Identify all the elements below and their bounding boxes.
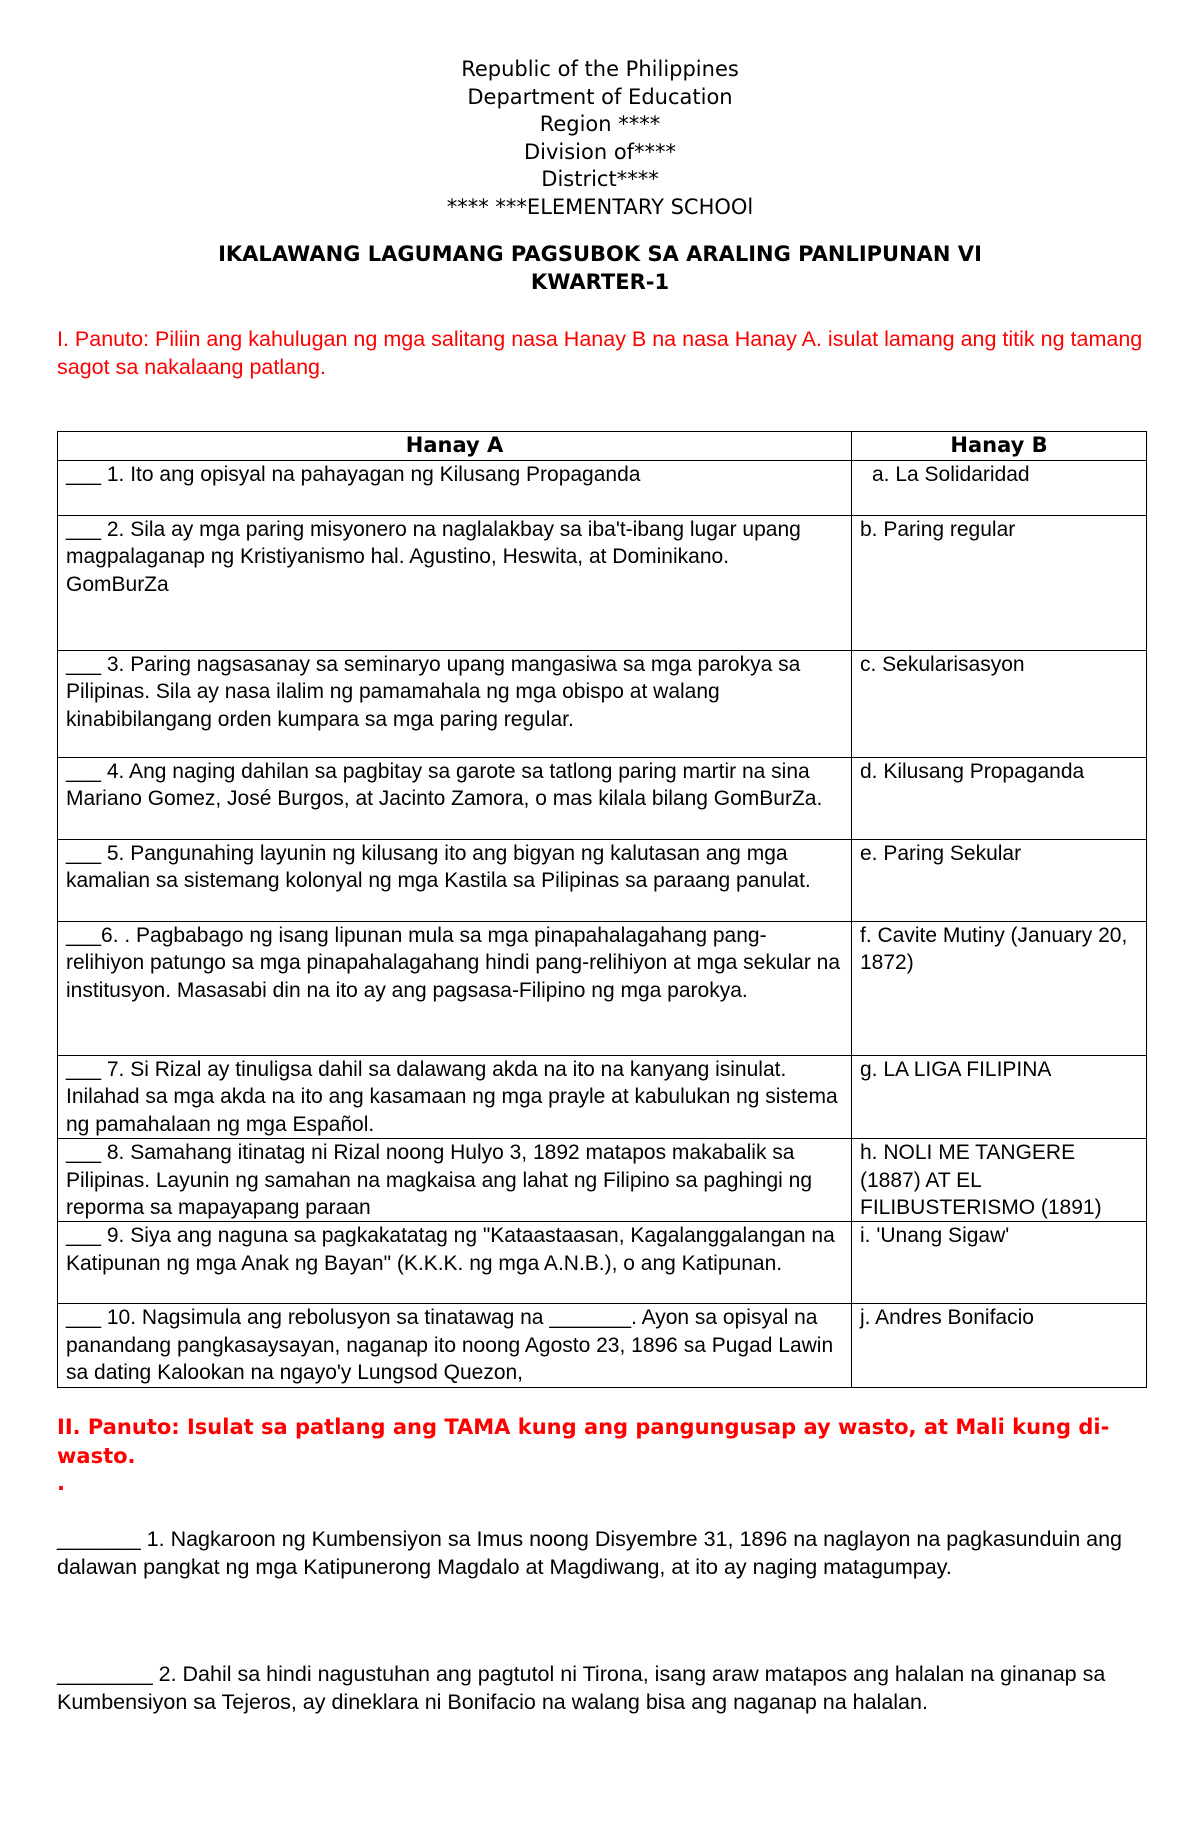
hanay-b-item: g. LA LIGA FILIPINA <box>852 1056 1147 1139</box>
table-header-row <box>58 432 1147 461</box>
header-republic: Republic of the Philippines <box>461 57 739 81</box>
table-row <box>58 461 1147 516</box>
header-division: Division of**** <box>523 139 677 164</box>
hanay-a-item: ___ 7. Si Rizal ay tinuligsa dahil sa dalawang akda na ito na kanyang isinulat. Inilahad sa mga akda na ito ang kasamaan ng mga prayle at kabulukan ng sistema ng pamahalaan ng mga Español. <box>58 1056 852 1139</box>
hanay-a-item: ___ 1. Ito ang opisyal na pahayagan ng Kilusang Propaganda <box>58 461 852 516</box>
true-false-item-2: ________ 2. Dahil sa hindi nagustuhan ang pagtutol ni Tirona, isang araw matapos ang halalan na ginanap sa Kumbensiyon sa Tejeros, ay dineklara ni Bonifacio na walang bisa ang naganap na halalan. <box>57 1662 1106 1714</box>
hanay-b-item: h. NOLI ME TANGERE (1887) AT EL FILIBUSTERISMO (1891) <box>852 1139 1147 1222</box>
table-row <box>58 840 1147 922</box>
table-row <box>58 1304 1147 1387</box>
hanay-a-item: ___ 9. Siya ang naguna sa pagkakatatag ng "Kataastaasan, Kagalanggalangan na Katipunan ng mga Anak ng Bayan" (K.K.K. ng mga A.N.B.), o ang Katipunan. <box>58 1222 852 1304</box>
hanay-b-item: c. Sekularisasyon <box>852 651 1147 758</box>
hanay-b-item: a. La Solidaridad <box>852 461 1147 516</box>
true-false-item-1: _______ 1. Nagkaroon ng Kumbensiyon sa Imus noong Disyembre 31, 1896 na naglayon na pagkasunduin ang dalawan pangkat ng mga Katipunerong Magdalo at Magdiwang, at ito ay naging matagumpay. <box>57 1527 1123 1579</box>
hanay-b-item: i. 'Unang Sigaw' <box>852 1222 1147 1304</box>
hanay-a-item: ___ 3. Paring nagsasanay sa seminaryo upang mangasiwa sa mga parokya sa Pilipinas. Sila ay nasa ilalim ng pamamahala ng mga obispo at walang kinabibilangang orden kumpara sa mga paring regular. <box>58 651 852 758</box>
hanay-b-item: d. Kilusang Propaganda <box>852 758 1147 840</box>
title-line-1: IKALAWANG LAGUMANG PAGSUBOK SA ARALING PANLIPUNAN VI <box>218 242 982 266</box>
matching-table <box>57 431 1147 1388</box>
hanay-a-item: ___ 2. Sila ay mga paring misyonero na naglalakbay sa iba't-ibang lugar upang magpalaganap ng Kristiyanismo hal. Agustino, Heswita, at Dominikano. GomBurZa <box>58 516 852 651</box>
hanay-b-item: j. Andres Bonifacio <box>852 1304 1147 1387</box>
hanay-a-item: ___ 5. Pangunahing layunin ng kilusang ito ang bigyan ng kalutasan ang mga kamalian sa sistemang kolonyal ng mga Kastila sa Pilipinas sa paraang panulat. <box>58 840 852 922</box>
header-department: Department of Education <box>467 84 733 109</box>
column-header-hanay-b: Hanay B <box>852 432 1147 461</box>
table-row <box>58 1222 1147 1304</box>
school-header <box>0 56 1200 221</box>
hanay-b-item: b. Paring regular <box>852 516 1147 651</box>
table-row <box>58 922 1147 1056</box>
part2-dot: . <box>57 1471 65 1495</box>
header-district: District**** <box>541 167 659 191</box>
column-header-hanay-a: Hanay A <box>58 432 852 461</box>
hanay-a-item: ___6. . Pagbabago ng isang lipunan mula sa mga pinapahalagahang pang-relihiyon patungo sa mga pinapahalagahang hindi pang-relihiyon at mga sekular na institusyon. Masasabi din na ito ay ang pagsasa-Filipino ng mga parokya. <box>58 922 852 1056</box>
table-row <box>58 516 1147 651</box>
header-school: **** ***ELEMENTARY SCHOOl <box>446 194 754 219</box>
hanay-a-item: ___ 10. Nagsimula ang rebolusyon sa tinatawag na _______. Ayon sa opisyal na panandang pangkasaysayan, naganap ito noong Agosto 23, 1896 sa Pugad Lawin sa dating Kalookan na ngayo'y Lungsod Quezon, <box>58 1304 852 1387</box>
hanay-b-item: e. Paring Sekular <box>852 840 1147 922</box>
title-line-2: KWARTER-1 <box>530 270 670 294</box>
table-row <box>58 758 1147 840</box>
header-region: Region **** <box>539 112 661 136</box>
hanay-a-item: ___ 4. Ang naging dahilan sa pagbitay sa garote sa tatlong paring martir na sina Mariano Gomez, José Burgos, at Jacinto Zamora, o mas kilala bilang GomBurZa. <box>58 758 852 840</box>
table-row <box>58 1139 1147 1222</box>
part1-instruction: I. Panuto: Piliin ang kahulugan ng mga salitang nasa Hanay B na nasa Hanay A. isulat lamang ang titik ng tamang sagot sa nakalaang patlang. <box>57 327 1143 379</box>
hanay-b-item: f. Cavite Mutiny (January 20, 1872) <box>852 922 1147 1056</box>
hanay-a-item: ___ 8. Samahang itinatag ni Rizal noong Hulyo 3, 1892 matapos makabalik sa Pilipinas. Layunin ng samahan na magkaisa ang lahat ng Filipino sa paghingi ng reporma sa mapayapang paraan <box>58 1139 852 1222</box>
part2-instruction: II. Panuto: Isulat sa patlang ang TAMA kung ang pangungusap ay wasto, at Mali kung di-wasto. <box>57 1415 1110 1468</box>
table-row <box>58 1056 1147 1139</box>
table-row <box>58 651 1147 758</box>
test-title <box>0 240 1200 296</box>
